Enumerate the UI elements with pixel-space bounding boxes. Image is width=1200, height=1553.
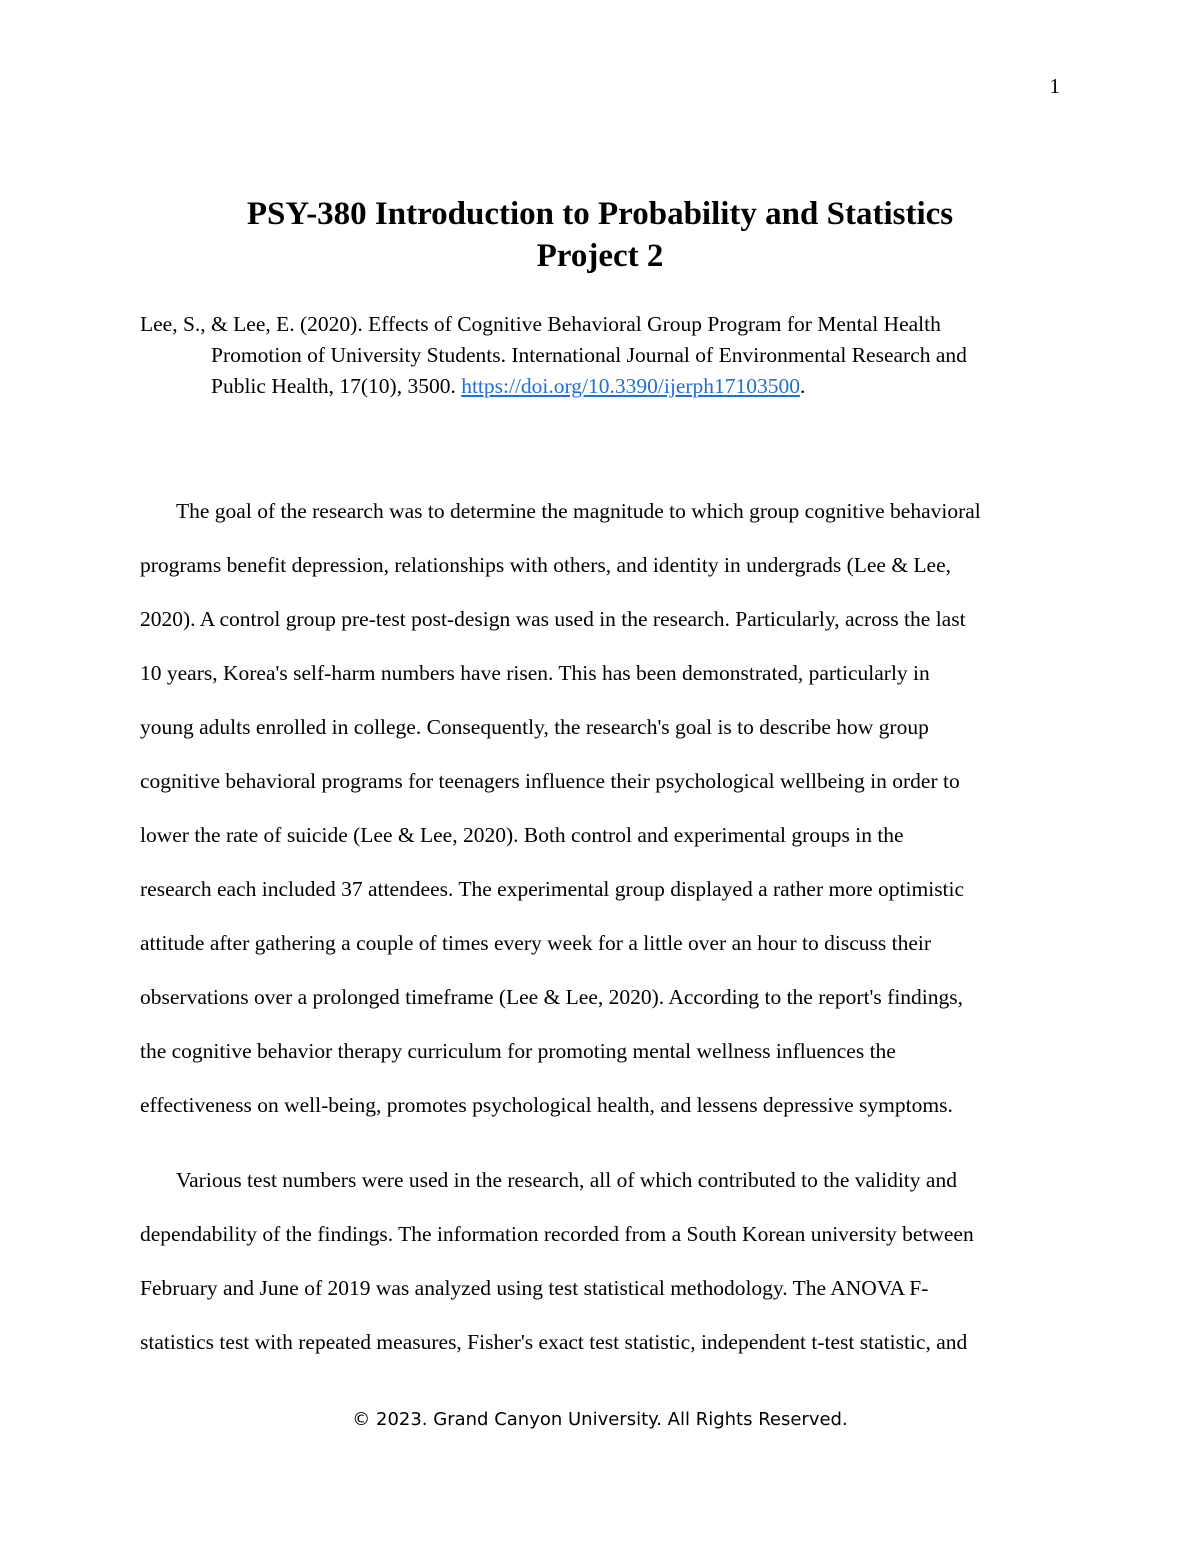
document-title: [100, 193, 1100, 277]
reference-line-3-period: .: [800, 374, 806, 398]
paragraph-line: research each included 37 attendees. The experimental group displayed a rather more optimistic: [140, 877, 965, 901]
reference-line-3: [140, 371, 1060, 402]
paragraph-line: The goal of the research was to determine the magnitude to which group cognitive behavioral: [176, 499, 981, 523]
paragraph-line: young adults enrolled in college. Consequently, the research's goal is to describe how group: [140, 715, 929, 739]
paragraph-line: observations over a prolonged timeframe (Lee & Lee, 2020). According to the report's findings,: [140, 985, 964, 1009]
title-line-2: Project 2: [536, 238, 664, 274]
paragraph-line: attitude after gathering a couple of times every week for a little over an hour to discuss their: [140, 931, 932, 955]
paragraph-1: [140, 496, 1070, 1144]
paragraph-line: February and June of 2019 was analyzed using test statistical methodology. The ANOVA F-: [140, 1276, 929, 1300]
paragraph-line: programs benefit depression, relationships with others, and identity in undergrads (Lee & Lee,: [140, 553, 952, 577]
paragraph-2: [140, 1165, 1070, 1381]
paragraph-line: effectiveness on well-being, promotes psychological health, and lessens depressive symptoms.: [140, 1093, 953, 1117]
reference-line-2: Promotion of University Students. International Journal of Environmental Research and: [211, 343, 967, 367]
paragraph-line: statistics test with repeated measures, Fisher's exact test statistic, independent t-test statistic, and: [140, 1330, 968, 1354]
copyright-footer: © 2023. Grand Canyon University. All Rights Reserved.: [352, 1409, 848, 1430]
paragraph-line: 10 years, Korea's self-harm numbers have risen. This has been demonstrated, particularly in: [140, 661, 930, 685]
reference-citation: [140, 309, 1060, 402]
doi-link[interactable]: https://doi.org/10.3390/ijerph17103500: [461, 374, 801, 398]
paragraph-line: the cognitive behavior therapy curriculum for promoting mental wellness influences the: [140, 1039, 896, 1063]
paragraph-line: 2020). A control group pre-test post-design was used in the research. Particularly, across the last: [140, 607, 966, 631]
page-number: 1: [1049, 74, 1060, 98]
reference-line-1: Lee, S., & Lee, E. (2020). Effects of Cognitive Behavioral Group Program for Mental Health: [140, 312, 941, 336]
title-line-1: PSY-380 Introduction to Probability and Statistics: [246, 196, 954, 232]
paragraph-line: cognitive behavioral programs for teenagers influence their psychological wellbeing in order to: [140, 769, 960, 793]
paragraph-line: lower the rate of suicide (Lee & Lee, 2020). Both control and experimental groups in the: [140, 823, 904, 847]
reference-line-3-text: Public Health, 17(10), 3500.: [211, 374, 462, 398]
paragraph-line: Various test numbers were used in the research, all of which contributed to the validity and: [176, 1168, 957, 1192]
paragraph-line: dependability of the findings. The information recorded from a South Korean university between: [140, 1222, 974, 1246]
